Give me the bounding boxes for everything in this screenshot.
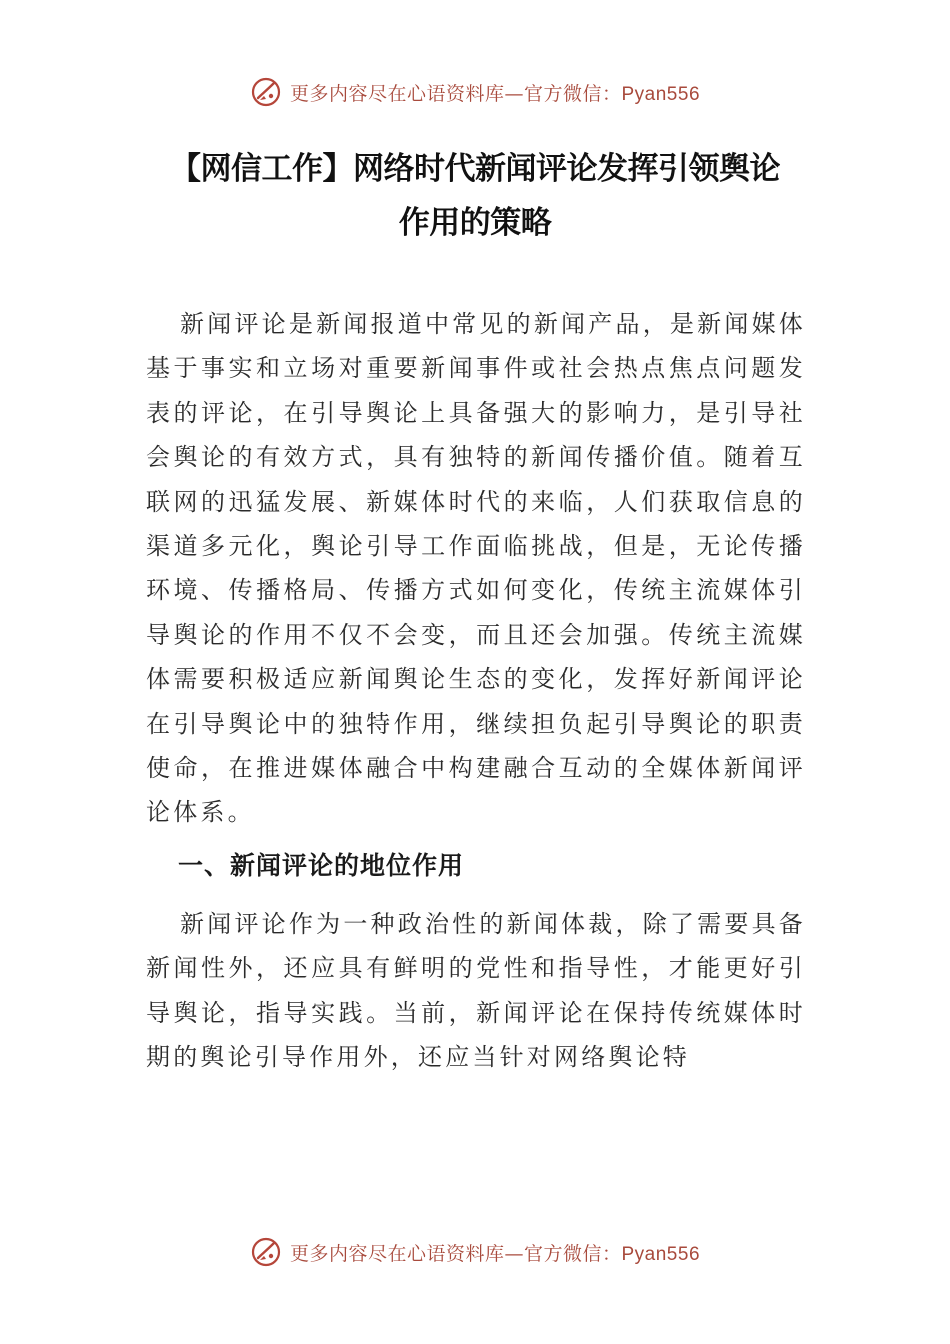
paragraph-1: 新闻评论是新闻报道中常见的新闻产品，是新闻媒体基于事实和立场对重要新闻事件或社会热点焦点问题发表的评论，在引导舆论上具备强大的影响力，是引导社会舆论的有效方式，具有独特的新闻传播价值。随着互联网的迅猛发展、新媒体时代的来临，人们获取信息的渠道多元化，舆论引导工作面临挑战，但是，无论传播环境、传播格局、传播方式如何变化，传统主流媒体引导舆论的作用不仅不会变，而且还会加强。传统主流媒体需要积极适应新闻舆论生态的变化，发挥好新闻评论在引导舆论中的独特作用，继续担负起引导舆论的职责使命，在推进媒体融合中构建融合互动的全媒体新闻评论体系。 [146, 310, 806, 827]
paragraph-2: 新闻评论作为一种政治性的新闻体裁，除了需要具备新闻性外，还应具有鲜明的党性和指导性，才能更好引导舆论，指导实践。当前，新闻评论在保持传统媒体时期的舆论引导作用外，还应当针对网络舆论特 [146, 910, 806, 1072]
watermark-text: 更多内容尽在心语资料库—官方微信：Pyan556 [289, 82, 701, 105]
writing-hand-logo-icon [250, 76, 282, 108]
watermark-footer [0, 1232, 950, 1272]
watermark-header [0, 72, 950, 112]
title-line-2: 作用的策略 [398, 205, 552, 241]
watermark-text: 更多内容尽在心语资料库—官方微信：Pyan556 [289, 1242, 701, 1265]
title-line-1: 【网信工作】网络时代新闻评论发挥引领舆论 [170, 151, 780, 187]
document-title [120, 142, 830, 250]
section-heading-1: 一、新闻评论的地位作用 [178, 851, 465, 880]
paragraph-1-container [146, 302, 806, 835]
paragraph-2-container [146, 902, 806, 1080]
writing-hand-logo-icon [250, 1236, 282, 1268]
